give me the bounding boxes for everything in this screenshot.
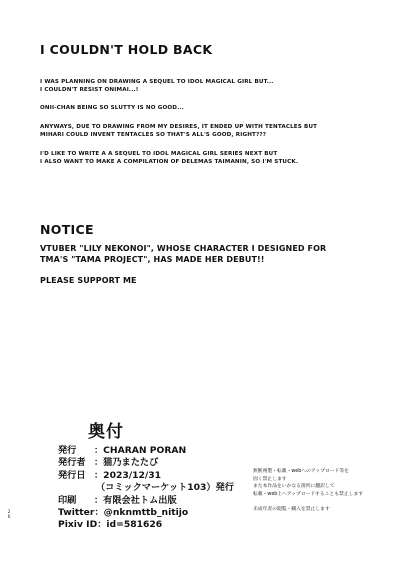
- margin-mark-digit: 6: [7, 515, 11, 520]
- colophon-value: ：猫乃またたび: [94, 457, 159, 469]
- rights-line: また本作品をいかなる箇所に翻訳して: [253, 484, 335, 490]
- afterword-line: I WAS PLANNING ON DRAWING A SEQUEL TO IDOL MAGICAL GIRL BUT...: [40, 79, 274, 85]
- colophon-value: （コミックマーケット103）発行: [96, 482, 234, 494]
- notice-title: NOTICE: [40, 222, 94, 237]
- colophon-label: Pixiv ID: [58, 519, 98, 531]
- colophon-rows: [58, 445, 258, 532]
- notice-support: PLEASE SUPPORT ME: [40, 276, 137, 285]
- afterword-line: ONII-CHAN BEING SO SLUTTY IS NO GOOD...: [40, 105, 184, 111]
- colophon-row-publisher: [58, 445, 258, 457]
- rights-line: 未成年者の閲覧・購入を禁止します: [253, 506, 330, 512]
- afterword-paragraph-2: [40, 104, 370, 112]
- rights-notice: [253, 468, 383, 514]
- colophon-label: 印刷: [58, 494, 77, 506]
- colophon-row-pixiv: [58, 519, 258, 531]
- rights-line: [253, 498, 383, 506]
- notice-body: [40, 243, 380, 265]
- page-margin-mark: [6, 510, 12, 520]
- notice-line: VTUBER "LILY NEKONOI", WHOSE CHARACTER I DESIGNED FOR: [40, 244, 327, 253]
- colophon-label: 発行者: [58, 457, 86, 469]
- colophon-value: ：有限会社トム出版: [94, 494, 177, 506]
- colophon-value: ：id=581626: [97, 519, 163, 531]
- colophon-row-date: [58, 470, 258, 482]
- rights-line: 転載・web上へアップロードすることも禁止します: [253, 491, 364, 497]
- margin-mark-digit: 2: [7, 510, 11, 515]
- afterword-line: ANYWAYS, DUE TO DRAWING FROM MY DESIRES, IT ENDED UP WITH TENTACLES BUT: [40, 124, 318, 130]
- colophon-label: Twitter: [58, 507, 95, 519]
- afterword-line: MIHARI COULD INVENT TENTACLES SO THAT'S ALL'S GOOD, RIGHT???: [40, 132, 267, 139]
- colophon-value: ：2023/12/31: [94, 469, 162, 481]
- rights-line: 固く禁止します: [253, 476, 287, 482]
- colophon-row-issuer: [58, 457, 258, 469]
- afterword-line: I ALSO WANT TO MAKE A COMPILATION OF DELEMAS TAIMANIN, SO I'M STUCK.: [40, 159, 299, 166]
- colophon-row-event: [58, 482, 258, 494]
- afterword-paragraph-1: [40, 78, 370, 95]
- afterword-line: I'D LIKE TO WRITE A A SEQUEL TO IDOL MAGICAL GIRL SERIES NEXT BUT: [40, 151, 278, 157]
- afterword-title: I COULDN'T HOLD BACK: [40, 42, 213, 57]
- afterword-paragraph-4: [40, 150, 370, 167]
- colophon-title: 奥付: [88, 422, 124, 442]
- rights-line: 無断複製・転載・webへのアップロード等を: [253, 469, 349, 474]
- colophon-value: ：CHARAN PORAN: [94, 445, 187, 456]
- colophon-row-twitter: [58, 507, 258, 519]
- colophon-row-printer: [58, 495, 258, 507]
- afterword-paragraph-3: [40, 123, 370, 140]
- colophon-label: 発行: [58, 445, 77, 456]
- colophon-value: ：@nknmttb_nitijo: [94, 507, 189, 519]
- colophon-label: 発行日: [58, 469, 86, 481]
- afterword-line: I COULDN'T RESIST ONIMAI...!: [40, 87, 139, 94]
- notice-line: TMA'S "TAMA PROJECT", HAS MADE HER DEBUT!!: [40, 255, 265, 264]
